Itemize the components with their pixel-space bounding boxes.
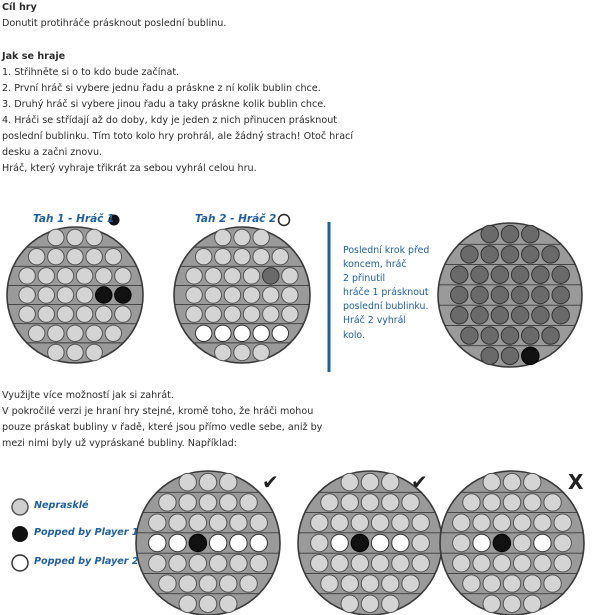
bubble <box>169 534 186 551</box>
bubble <box>105 248 121 264</box>
bubble <box>491 266 508 283</box>
bubble <box>282 306 298 322</box>
bubble <box>361 575 378 592</box>
bubble <box>524 494 541 511</box>
bubble <box>483 575 500 592</box>
bubble <box>361 494 378 511</box>
example2-check-icon: ✔ <box>411 470 428 494</box>
bubble <box>463 575 480 592</box>
bubble <box>19 306 35 322</box>
bubble <box>351 514 368 531</box>
bubble <box>76 306 92 322</box>
bubble <box>189 534 206 551</box>
bubble <box>331 514 348 531</box>
bubble <box>189 514 206 531</box>
bubble <box>159 575 176 592</box>
bubble <box>67 344 83 360</box>
bubble <box>95 306 111 322</box>
bubble <box>552 307 569 324</box>
bubble <box>473 555 490 572</box>
bubble <box>511 286 528 303</box>
bubble <box>28 248 44 264</box>
bubble <box>524 595 541 612</box>
bubble <box>230 534 247 551</box>
bubble <box>534 555 551 572</box>
bubble <box>501 327 518 344</box>
bubble <box>243 287 259 303</box>
bubble <box>209 534 226 551</box>
bubble <box>220 595 237 612</box>
bubble <box>67 248 83 264</box>
bubble <box>511 266 528 283</box>
bubble <box>224 306 240 322</box>
bubble <box>220 575 237 592</box>
bubble <box>186 287 202 303</box>
bubble <box>253 248 269 264</box>
bubble <box>179 595 196 612</box>
bubble <box>371 534 388 551</box>
bubble <box>67 229 83 245</box>
bubble <box>38 268 54 284</box>
bubble <box>503 494 520 511</box>
bubble <box>253 229 269 245</box>
example3-cross-icon: X <box>568 470 584 494</box>
bubble <box>412 534 429 551</box>
bubble <box>503 473 520 490</box>
bubble <box>451 307 468 324</box>
bubble <box>115 287 131 303</box>
bubble <box>453 534 470 551</box>
last-step-note: Poslední krok před koncem, hráč 2 přinutil hráče 1 prásknout poslední bublinku. Hráč 2 vyhrál kolo. <box>343 245 430 341</box>
bubble <box>240 575 257 592</box>
bubble <box>186 268 202 284</box>
bubble <box>481 246 498 263</box>
advanced-line: Využijte více možností jak si zahrát. <box>2 390 174 401</box>
legend-player1-label: Popped by Player 1 <box>34 527 139 538</box>
bubble <box>392 534 409 551</box>
howto-line: 4. Hráči se střídají až do doby, kdy je jeden z nich přinucen prásknout <box>2 115 338 126</box>
bubble <box>86 229 102 245</box>
unpopped-legend-icon <box>12 499 28 515</box>
bubble <box>282 268 298 284</box>
bubble <box>341 575 358 592</box>
bubble <box>234 248 250 264</box>
howto-line: 1. Střihněte si o to kdo bude začínat. <box>2 67 180 78</box>
bubble <box>554 555 571 572</box>
bubble <box>48 229 64 245</box>
player2-legend-icon <box>12 555 28 571</box>
bubble <box>262 287 278 303</box>
bubble <box>95 268 111 284</box>
bubble <box>179 473 196 490</box>
bubble <box>311 555 328 572</box>
bubble <box>179 494 196 511</box>
bubble <box>392 514 409 531</box>
bubble <box>503 575 520 592</box>
bubble <box>471 266 488 283</box>
bubble <box>262 306 278 322</box>
bubble <box>473 514 490 531</box>
bubble <box>382 575 399 592</box>
bubble <box>542 327 559 344</box>
bubble <box>311 514 328 531</box>
advanced-line: pouze práskat bubliny v řadě, které jsou přímo vedle sebe, aniž by <box>2 422 323 433</box>
bubble <box>199 595 216 612</box>
bubble <box>554 534 571 551</box>
bubble <box>195 325 211 341</box>
bubble <box>524 473 541 490</box>
bubble <box>149 555 166 572</box>
bubble <box>453 514 470 531</box>
bubble <box>382 494 399 511</box>
bubble <box>511 307 528 324</box>
bubble <box>321 494 338 511</box>
bubble <box>471 307 488 324</box>
bubble <box>483 473 500 490</box>
bubble <box>76 268 92 284</box>
howto-line: 2. První hráč si vybere jednu řadu a práskne z ní kolik bublin chce. <box>2 83 321 94</box>
bubble <box>215 325 231 341</box>
bubble <box>230 555 247 572</box>
bubble <box>179 575 196 592</box>
bubble <box>86 325 102 341</box>
bubble <box>215 344 231 360</box>
bubble <box>57 306 73 322</box>
bubble <box>534 534 551 551</box>
bubble <box>205 306 221 322</box>
example1-check-icon: ✔ <box>262 470 279 494</box>
player1-legend-icon <box>12 526 28 542</box>
bubble <box>115 306 131 322</box>
goal-heading: Cíl hry <box>2 2 37 13</box>
bubble <box>215 248 231 264</box>
howto-heading: Jak se hraje <box>2 51 66 62</box>
bubble <box>67 325 83 341</box>
bubble <box>253 325 269 341</box>
turn1-board <box>7 227 143 363</box>
bubble <box>481 225 498 242</box>
bubble <box>513 555 530 572</box>
howto-line: poslední bublinku. Tím toto kolo hry prohrál, ale žádný strach! Otoč hrací <box>2 131 354 142</box>
bubble <box>169 555 186 572</box>
bubble <box>402 494 419 511</box>
bubble <box>199 575 216 592</box>
bubble <box>331 534 348 551</box>
bubble <box>205 268 221 284</box>
bubble <box>501 246 518 263</box>
bubble <box>532 286 549 303</box>
bubble <box>493 514 510 531</box>
bubble <box>552 266 569 283</box>
bubble <box>209 555 226 572</box>
bubble <box>186 306 202 322</box>
bubble <box>38 306 54 322</box>
bubble <box>361 473 378 490</box>
legend-unpopped-label: Neprasklé <box>34 500 89 511</box>
bubble <box>95 287 111 303</box>
bubble <box>412 555 429 572</box>
bubble <box>501 225 518 242</box>
howto-line: 3. Druhý hráč si vybere jinou řadu a taky práskne kolik bublin chce. <box>2 99 327 110</box>
bubble <box>371 555 388 572</box>
bubble <box>451 286 468 303</box>
bubble <box>361 595 378 612</box>
bubble <box>544 494 561 511</box>
bubble <box>461 327 478 344</box>
bubble <box>209 514 226 531</box>
bubble <box>453 555 470 572</box>
bubble <box>224 268 240 284</box>
bubble <box>159 494 176 511</box>
bubble <box>481 347 498 364</box>
bubble <box>513 514 530 531</box>
bubble <box>341 595 358 612</box>
bubble <box>234 344 250 360</box>
bubble <box>48 248 64 264</box>
bubble <box>243 268 259 284</box>
bubble <box>451 266 468 283</box>
bubble <box>28 325 44 341</box>
bubble <box>205 287 221 303</box>
bubble <box>57 268 73 284</box>
bubble <box>220 473 237 490</box>
bubble <box>522 246 539 263</box>
bubble <box>230 514 247 531</box>
howto-line: desku a začni znovu. <box>2 147 103 158</box>
bubble <box>382 595 399 612</box>
bubble <box>522 327 539 344</box>
bubble <box>19 268 35 284</box>
bubble <box>392 555 409 572</box>
bubble <box>402 575 419 592</box>
bubble <box>341 473 358 490</box>
bubble <box>513 534 530 551</box>
bubble <box>19 287 35 303</box>
turn2-board <box>174 227 310 363</box>
bubble <box>351 555 368 572</box>
bubble <box>371 514 388 531</box>
bubble <box>272 248 288 264</box>
bubble <box>250 534 267 551</box>
bubble <box>493 555 510 572</box>
bubble <box>57 287 73 303</box>
bubble <box>483 494 500 511</box>
bubble <box>149 534 166 551</box>
bubble <box>351 534 368 551</box>
bubble <box>552 286 569 303</box>
bubble <box>38 287 54 303</box>
bubble <box>262 268 278 284</box>
bubble <box>522 347 539 364</box>
bubble <box>534 514 551 531</box>
bubble <box>234 325 250 341</box>
bubble <box>522 225 539 242</box>
bubble <box>272 325 288 341</box>
example3-board <box>440 471 584 615</box>
advanced-line: V pokročilé verzi je hraní hry stejné, kromě toho, že hráči mohou <box>2 406 314 417</box>
bubble <box>199 494 216 511</box>
bubble <box>331 555 348 572</box>
bubble <box>195 248 211 264</box>
bubble <box>250 514 267 531</box>
bubble <box>471 286 488 303</box>
bubble <box>240 494 257 511</box>
bubble <box>86 344 102 360</box>
bubble <box>169 514 186 531</box>
bubble <box>532 266 549 283</box>
player2-token-icon <box>279 215 290 226</box>
turn1-caption: Tah 1 - Hráč 1 <box>33 213 115 225</box>
bubble <box>189 555 206 572</box>
bubble <box>250 555 267 572</box>
bubble <box>105 325 121 341</box>
bubble <box>483 595 500 612</box>
bubble <box>524 575 541 592</box>
bubble <box>493 534 510 551</box>
advanced-line: mezi nimi byly už vypráskané bubliny. Například: <box>2 438 237 449</box>
bubble <box>243 306 259 322</box>
bubble <box>491 307 508 324</box>
bubble <box>491 286 508 303</box>
bubble <box>554 514 571 531</box>
bubble <box>542 246 559 263</box>
bubble <box>311 534 328 551</box>
bubble <box>253 344 269 360</box>
bubble <box>473 534 490 551</box>
bubble <box>461 246 478 263</box>
bubble <box>382 473 399 490</box>
bubble <box>321 575 338 592</box>
bubble <box>76 287 92 303</box>
bubble <box>224 287 240 303</box>
bubble <box>115 268 131 284</box>
bubble <box>544 575 561 592</box>
bubble <box>341 494 358 511</box>
bubble <box>220 494 237 511</box>
bubble <box>199 473 216 490</box>
bubble <box>215 229 231 245</box>
bubble <box>501 347 518 364</box>
bubble <box>234 229 250 245</box>
bubble <box>282 287 298 303</box>
bubble <box>532 307 549 324</box>
goal-text: Donutit protihráče prásknout poslední bublinu. <box>2 18 227 29</box>
bubble <box>48 325 64 341</box>
example1-board <box>136 471 280 615</box>
bubble <box>48 344 64 360</box>
howto-line: Hráč, který vyhraje třikrát za sebou vyhrál celou hru. <box>2 163 257 174</box>
turn2-caption: Tah 2 - Hráč 2 <box>195 213 277 225</box>
legend-player2-label: Popped by Player 2 <box>34 556 139 567</box>
bubble <box>463 494 480 511</box>
bubble <box>412 514 429 531</box>
final-board <box>438 223 582 367</box>
bubble <box>149 514 166 531</box>
bubble <box>503 595 520 612</box>
bubble <box>86 248 102 264</box>
bubble <box>481 327 498 344</box>
